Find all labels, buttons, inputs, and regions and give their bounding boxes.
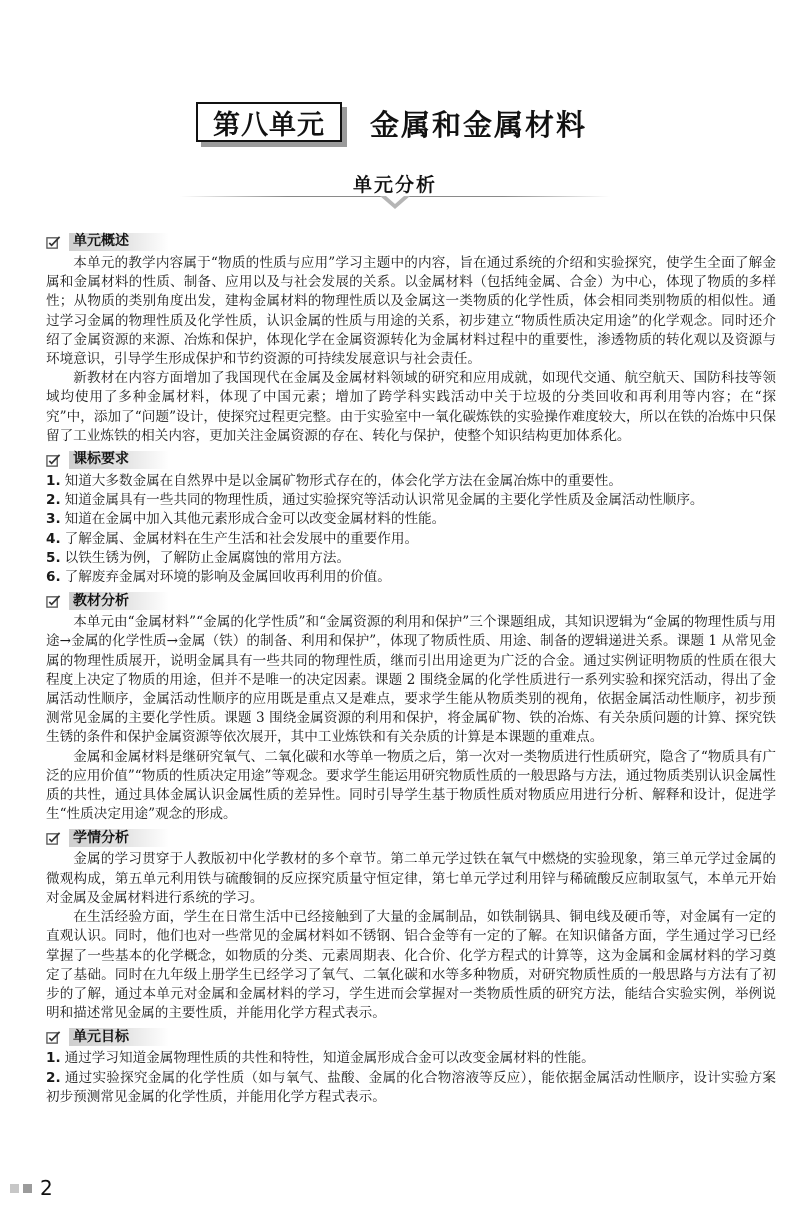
list-item: 3. 知道在金属中加入其他元素形成合金可以改变金属材料的性能。 — [46, 511, 446, 528]
paragraph: 本单元的教学内容属于“物质的性质与应用”学习主题中的内容，旨在通过系统的介绍和实验探究，使学生全面了解金属和金属材料的性质、制备、应用以及与社会发展的关系。以金属材料（包括纯金属、合金）为中心，体现了物质的多样性；从物质的类别角度出发，建构金属材料的物理性质以及金属这一类物质的化学性质，体会相同类别物质的相似性。通过学习金属的物理性质及化学性质，认识金属的性质与用途的关系，初步建立“物质性质决定用途”的化学观念。同时还介绍了金属资源的来源、冶炼和保护，体现化学在金属资源转化为金属材料过程中的重要性，渗透物质的转化观以及资源与环境意识，引导学生形成保护和节约资源的可持续发展意识与社会责任。 — [46, 255, 776, 368]
section-heading-textbook — [46, 589, 776, 613]
list-item: 5. 以铁生锈为例，了解防止金属腐蚀的常用方法。 — [46, 549, 351, 566]
item-number: 2. — [46, 492, 61, 509]
unit-title: 金属和金属材料 — [370, 107, 588, 142]
unit-header — [196, 98, 587, 148]
checkbox-pencil-icon — [46, 235, 61, 250]
unit-label-box — [196, 102, 348, 144]
checkbox-pencil-icon — [46, 594, 61, 609]
paragraph: 新教材在内容方面增加了我国现代在金属及金属材料领域的研究和应用成就，如现代交通、航空航天、国防科技等领域均使用了多种金属材料，体现了中国元素；增加了跨学科实践活动中关于垃圾的分类回收和再利用等内容；在“探究”中，添加了“问题”设计，使探究过程更完整。由于实验室中一氧化碳炼铁的实验操作难度较大，所以在铁的冶炼中只保留了工业炼铁的相关内容，更加关注金属资源的存在、转化与保护，使整个知识结构更加体系化。 — [46, 370, 776, 444]
list-item: 1. 通过学习知道金属物理性质的共性和特性，知道金属形成合金可以改变金属材料的性能。 — [46, 1050, 595, 1067]
item-number: 1. — [46, 473, 61, 490]
page-footer — [10, 1176, 53, 1200]
checkbox-pencil-icon — [46, 453, 61, 468]
decor-square — [10, 1184, 19, 1193]
list-item: 1. 知道大多数金属在自然界中是以金属矿物形式存在的，体会化学方法在金属冶炼中的重要性。 — [46, 473, 622, 490]
list-item: 6. 了解废弃金属对环境的影响及金属回收再利用的价值。 — [46, 569, 391, 586]
paragraph: 在生活经验方面，学生在日常生活中已经接触到了大量的金属制品，如铁制锅具、铜电线及硬币等，对金属有一定的直观认识。同时，他们也对一些常见的金属材料如不锈钢、铝合金等有一定的了解。在知识储备方面，学生通过学习已经掌握了一些基本的化学概念，如物质的分类、元素周期表、化合价、化学方程式的计算等，这为金属和金属材料的学习奠定了基础。同时在九年级上册学生已经学习了氧气、二氧化碳和水等多种物质，对研究物质性质的一般思路与方法有了初步的了解，通过本单元对金属和金属材料的学习，学生进而会掌握对一类物质性质的研究方法，能结合实验实例，举例说明和描述常见金属的主要性质，并能用化学方程式表示。 — [46, 909, 776, 1022]
paragraph: 金属的学习贯穿于人教版初中化学教材的多个章节。第二单元学过铁在氧气中燃烧的实验现象，第三单元学过金属的微观构成，第五单元利用铁与硫酸铜的反应探究质量守恒定律，第七单元学过利用锌与稀硫酸反应制取氢气，本单元开始对金属及金属材料进行系统的学习。 — [46, 851, 776, 906]
list-item: 2. 通过实验探究金属的化学性质（如与氧气、盐酸、金属的化合物溶液等反应），能依据金属活动性顺序，设计实验方案初步预测常见金属的化学性质，并能用化学方程式表示。 — [46, 1069, 776, 1105]
unit-label: 第八单元 — [196, 102, 342, 142]
analysis-heading — [180, 170, 610, 197]
decor-square — [23, 1184, 32, 1193]
page-number: 2 — [40, 1176, 53, 1200]
paragraph: 本单元由“金属材料”“金属的化学性质”和“金属资源的利用和保护”三个课题组成，其知识逻辑为“金属的物理性质与用途→金属的化学性质→金属（铁）的制备、利用和保护”，体现了物质性质、用途、制备的逻辑递进关系。课题 1 从常见金属的物理性质展开，说明金属具有一些共同的物理性质，继而引出用途更为广泛的合金。通过实例证明物质的性质在很大程度上决定了物质的用途，但并不是唯一的决定因素。课题 2 围绕金属的化学性质进行一系列实验和探究活动，得出了金属活动性顺序，金属活动性顺序的应用既是重点又是难点，要求学生能从物质类别的视角，依据金属活动性顺序，初步预测常见金属的主要化学性质。课题 3 围绕金属资源的利用和保护，将金属矿物、铁的冶炼、有关杂质问题的计算、探究铁生锈的条件和保护金属资源等依次展开，其中工业炼铁和有关杂质的计算是本课题的重难点。 — [46, 614, 776, 746]
analysis-label: 单元分析 — [352, 174, 437, 196]
item-number: 4. — [46, 530, 61, 547]
section-heading-standards — [46, 448, 776, 472]
section-heading-students — [46, 826, 776, 850]
item-number: 5. — [46, 549, 61, 566]
paragraph: 金属和金属材料是继研究氧气、二氧化碳和水等单一物质之后，第一次对一类物质进行性质研究，隐含了“物质具有广泛的应用价值”“物质的性质决定用途”等观念。要求学生能运用研究物质性质的一般思路与方法，通过物质类别认识金属性质的共性，通过具体金属认识金属性质的差异性。同时引导学生基于物质性质对物质应用进行分析、解释和设计，促进学生“性质决定用途”观念的形成。 — [46, 748, 776, 823]
item-number: 6. — [46, 569, 61, 586]
item-number: 1. — [46, 1050, 61, 1067]
section-heading-goals — [46, 1025, 776, 1049]
section-title: 单元目标 — [73, 1028, 129, 1045]
page-content — [46, 228, 776, 1107]
item-number: 3. — [46, 511, 61, 528]
section-title: 教材分析 — [73, 592, 129, 609]
section-heading-overview — [46, 230, 776, 254]
section-title: 学情分析 — [73, 829, 129, 846]
list-item: 4. 了解金属、金属材料在生产生活和社会发展中的重要作用。 — [46, 530, 419, 547]
checkbox-pencil-icon — [46, 1030, 61, 1045]
list-item: 2. 知道金属具有一些共同的物理性质，通过实验探究等活动认识常见金属的主要化学性质及金属活动性顺序。 — [46, 492, 704, 509]
checkbox-pencil-icon — [46, 831, 61, 846]
item-number: 2. — [46, 1069, 61, 1086]
section-title: 课标要求 — [73, 451, 129, 468]
section-title: 单元概述 — [73, 233, 129, 250]
